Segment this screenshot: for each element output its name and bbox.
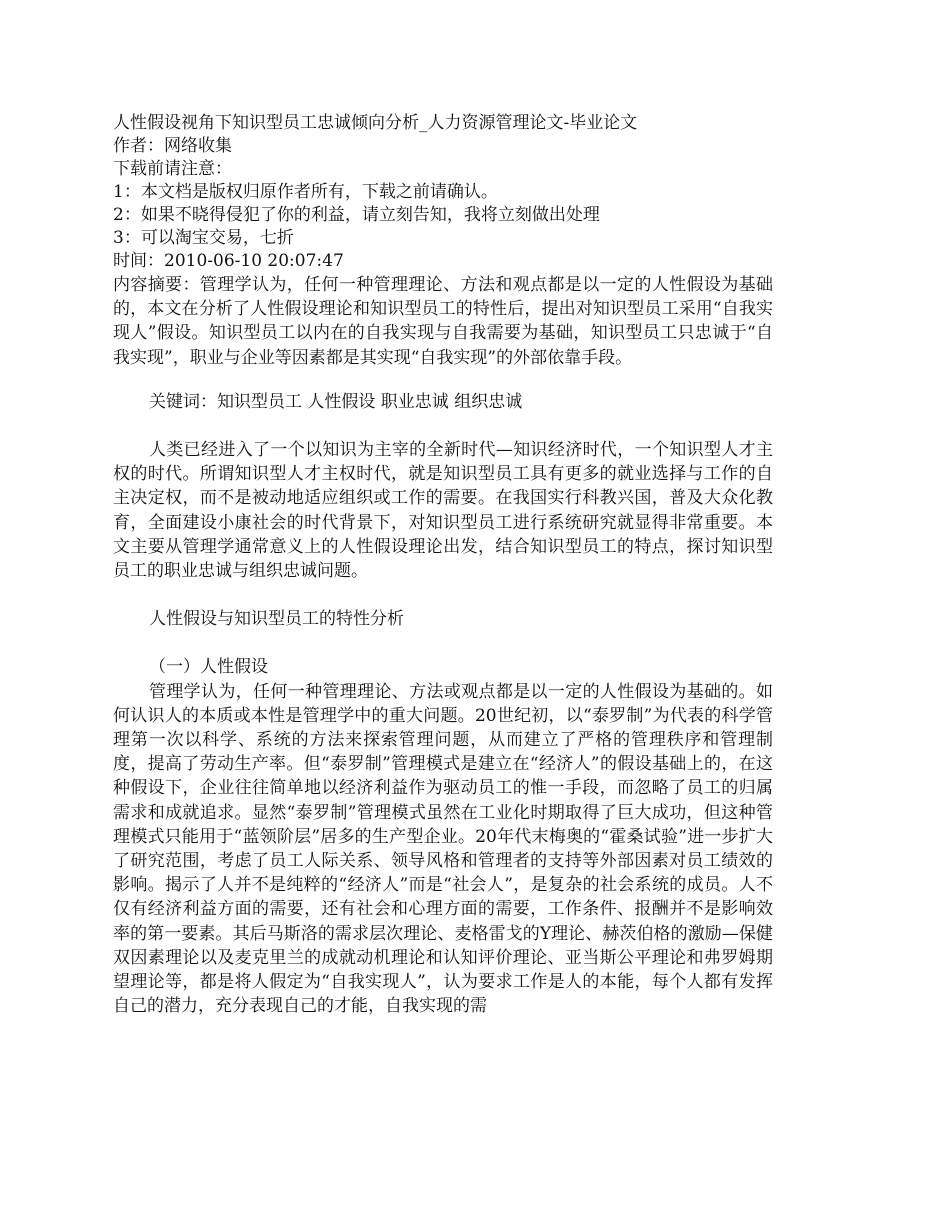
document-title: 人性假设视角下知识型员工忠诚倾向分析_人力资源管理论文-毕业论文 (113, 113, 638, 133)
abstract-paragraph: 内容摘要：管理学认为，任何一种管理理论、方法和观点都是以一定的人性假设为基础的，本文在分析了人性假设理论和知识型员工的特性后，提出对知识型员工采用“自我实现人”假设。知识型员工以内在的自我实现与自我需要为基础，知识型员工只忠诚于“自我实现”，职业与企业等因素都是其实现“自我实现”的外部依靠手段。 (113, 275, 773, 368)
notice-item-3: 3：可以淘宝交易，七折 (113, 228, 294, 248)
intro-paragraph: 人类已经进入了一个以知识为主宰的全新时代—知识经济时代，一个知识型人才主权的时代。所谓知识型人才主权时代，就是知识型员工具有更多的就业选择与工作的自主决定权，而不是被动地适应组织或工作的需要。在我国实行科教兴国，普及大众化教育，全面建设小康社会的时代背景下，对知识型员工进行系统研究就显得非常重要。本文主要从管理学通常意义上的人性假设理论出发，结合知识型员工的特点，探讨知识型员工的职业忠诚与组织忠诚问题。 (113, 440, 773, 582)
author-line: 作者：网络收集 (113, 136, 232, 156)
notice-heading: 下载前请注意： (113, 159, 232, 179)
time-line: 时间：2010-06-10 20:07:47 (113, 251, 344, 271)
body-paragraph: 管理学认为，任何一种管理理论、方法或观点都是以一定的人性假设为基础的。如何认识人的本质或本性是管理学中的重大问题。20世纪初，以“泰罗制”为代表的科学管理第一次以科学、系统的方法来探索管理问题，从而建立了严格的管理秩序和管理制度，提高了劳动生产率。但“泰罗制”管理模式是建立在“经济人”的假设基础上的，在这种假设下，企业往往简单地以经济利益作为驱动员工的惟一手段，而忽略了员工的归属需求和成就追求。显然“泰罗制”管理模式虽然在工业化时期取得了巨大成功，但这种管理模式只能用于“蓝领阶层”居多的生产型企业。20年代末梅奥的“霍桑试验”进一步扩大了研究范围，考虑了员工人际关系、领导风格和管理者的支持等外部因素对员工绩效的影响。揭示了人并不是纯粹的“经济人”而是“社会人”，是复杂的社会系统的成员。人不仅有经济利益方面的需要，还有社会和心理方面的需要，工作条件、报酬并不是影响效率的第一要素。其后马斯洛的需求层次理论、麦格雷戈的Y理论、赫茨伯格的激励—保健双因素理论以及麦克里兰的成就动机理论和认知评价理论、亚当斯公平理论和弗罗姆期望理论等，都是将人假定为“自我实现人”，认为要求工作是人的本能，每个人都有发挥自己的潜力，充分表现自己的才能，自我实现的需 (113, 681, 773, 1017)
section-heading: 人性假设与知识型员工的特性分析 (149, 609, 404, 630)
notice-item-2: 2：如果不晓得侵犯了你的利益，请立刻告知，我将立刻做出处理 (113, 205, 600, 225)
subsection-heading: （一）人性假设 (149, 657, 268, 678)
notice-item-1: 1：本文档是版权归原作者所有，下载之前请确认。 (113, 182, 498, 202)
keywords-line: 关键词：知识型员工 人性假设 职业忠诚 组织忠诚 (149, 391, 523, 412)
document-page (113, 112, 773, 1018)
